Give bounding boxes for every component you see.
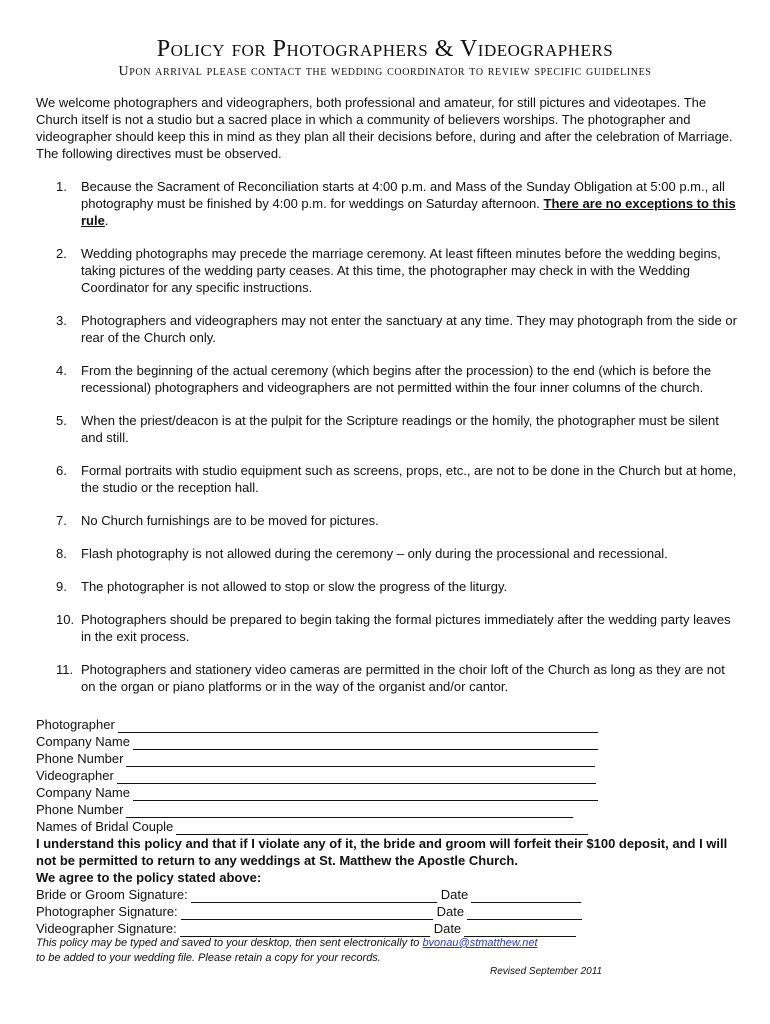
photographer-signature-line[interactable] — [181, 907, 433, 920]
photographer-line[interactable] — [118, 720, 598, 733]
email-link[interactable]: bvonau@stmatthew.net — [422, 937, 538, 949]
rule-item: 9. The photographer is not allowed to stop or slow the progress of the liturgy. — [56, 579, 508, 594]
rule-item: 11. Photographers and stationery video cameras are permitted in the choir loft of the Church as long as they are not on the organ or piano platforms or in the way of the organist and/or cantor. — [56, 662, 725, 694]
contact-fields — [36, 716, 736, 835]
rule-emphasis: There are no exceptions to this rule — [81, 196, 736, 228]
photographer-signature-row[interactable]: Photographer Signature: Date — [36, 903, 740, 920]
photographer-phone-field[interactable]: Phone Number — [36, 750, 736, 767]
rule-item: 3. Photographers and videographers may not enter the sanctuary at any time. They may photograph from the side or rear of the Church only. — [56, 313, 737, 345]
photographer-company-field[interactable]: Company Name — [36, 733, 736, 750]
rule-item: 7. No Church furnishings are to be moved for pictures. — [56, 513, 379, 528]
revision-date: Revised September 2011 — [490, 966, 603, 977]
videographer-company-line[interactable] — [133, 788, 598, 801]
agreement-statement: I understand this policy and that if I violate any of it, the bride and groom will forfeit their $100 deposit, and I will not be permitted to return to any weddings at St. Matthew the Apostle Church. We agree to the policy stated above: — [36, 836, 728, 885]
photographer-company-line[interactable] — [133, 737, 598, 750]
bridal-couple-field[interactable]: Names of Bridal Couple — [36, 818, 736, 835]
agree-heading: We agree to the policy stated above: — [36, 870, 262, 885]
rule-item: 1. Because the Sacrament of Reconciliation starts at 4:00 p.m. and Mass of the Sunday Obligation at 5:00 p.m., all photography must be finished by 4:00 p.m. for weddings on Saturday afternoon. There are no exceptions to this rule. — [56, 179, 736, 228]
bride-groom-date-line[interactable] — [471, 890, 581, 903]
rule-item: 2. Wedding photographs may precede the marriage ceremony. At least fifteen minutes before the wedding begins, taking pictures of the wedding party ceases. At this time, the photographer may check in with the Wedding Coordinator for any specific instructions. — [56, 246, 721, 295]
photographer-phone-line[interactable] — [126, 754, 595, 767]
document-title: Policy for Photographers & Videographers — [156, 36, 614, 62]
rule-item: 6. Formal portraits with studio equipment such as screens, props, etc., are not to be done in the Church but at home, the studio or the reception hall. — [56, 463, 737, 495]
bride-groom-signature-row[interactable]: Bride or Groom Signature: Date — [36, 886, 740, 903]
intro-paragraph: We welcome photographers and videographers, both professional and amateur, for still pictures and videotapes. The Church itself is not a studio but a sacred place in which a community of believers worships. The photographer and videographer should keep this in mind as they plan all their decisions before, during and after the celebration of Marriage. The following directives must be observed. — [36, 95, 733, 161]
videographer-field[interactable]: Videographer — [36, 767, 736, 784]
rule-item: 5. When the priest/deacon is at the pulpit for the Scripture readings or the homily, the photographer must be silent and still. — [56, 413, 719, 445]
document-subtitle: Upon arrival please contact the wedding coordinator to review specific guidelines — [118, 64, 652, 79]
signature-block — [36, 886, 740, 937]
rule-item: 10. Photographers should be prepared to begin taking the formal pictures immediately after the wedding party leaves in the exit process. — [56, 612, 731, 644]
rule-item: 4. From the beginning of the actual ceremony (which begins after the procession) to the end (which is before the recessional) photographers and videographers are not permitted within the four inner columns of the church. — [56, 363, 712, 395]
videographer-company-field[interactable]: Company Name — [36, 784, 736, 801]
rule-item: 8. Flash photography is not allowed during the ceremony – only during the processional and recessional. — [56, 546, 668, 561]
photographer-field[interactable]: Photographer — [36, 716, 736, 733]
bride-groom-signature-line[interactable] — [191, 890, 437, 903]
videographer-line[interactable] — [117, 771, 596, 784]
videographer-signature-row[interactable]: Videographer Signature: Date — [36, 920, 740, 937]
bridal-couple-line[interactable] — [176, 822, 588, 835]
rules-list — [36, 178, 740, 711]
videographer-phone-field[interactable]: Phone Number — [36, 801, 736, 818]
videographer-phone-line[interactable] — [126, 805, 573, 818]
submission-note: This policy may be typed and saved to your desktop, then sent electronically to bvonau@stmatthew.net to be added to your wedding file. Please retain a copy for your records. — [36, 937, 538, 964]
photographer-date-line[interactable] — [467, 907, 582, 920]
